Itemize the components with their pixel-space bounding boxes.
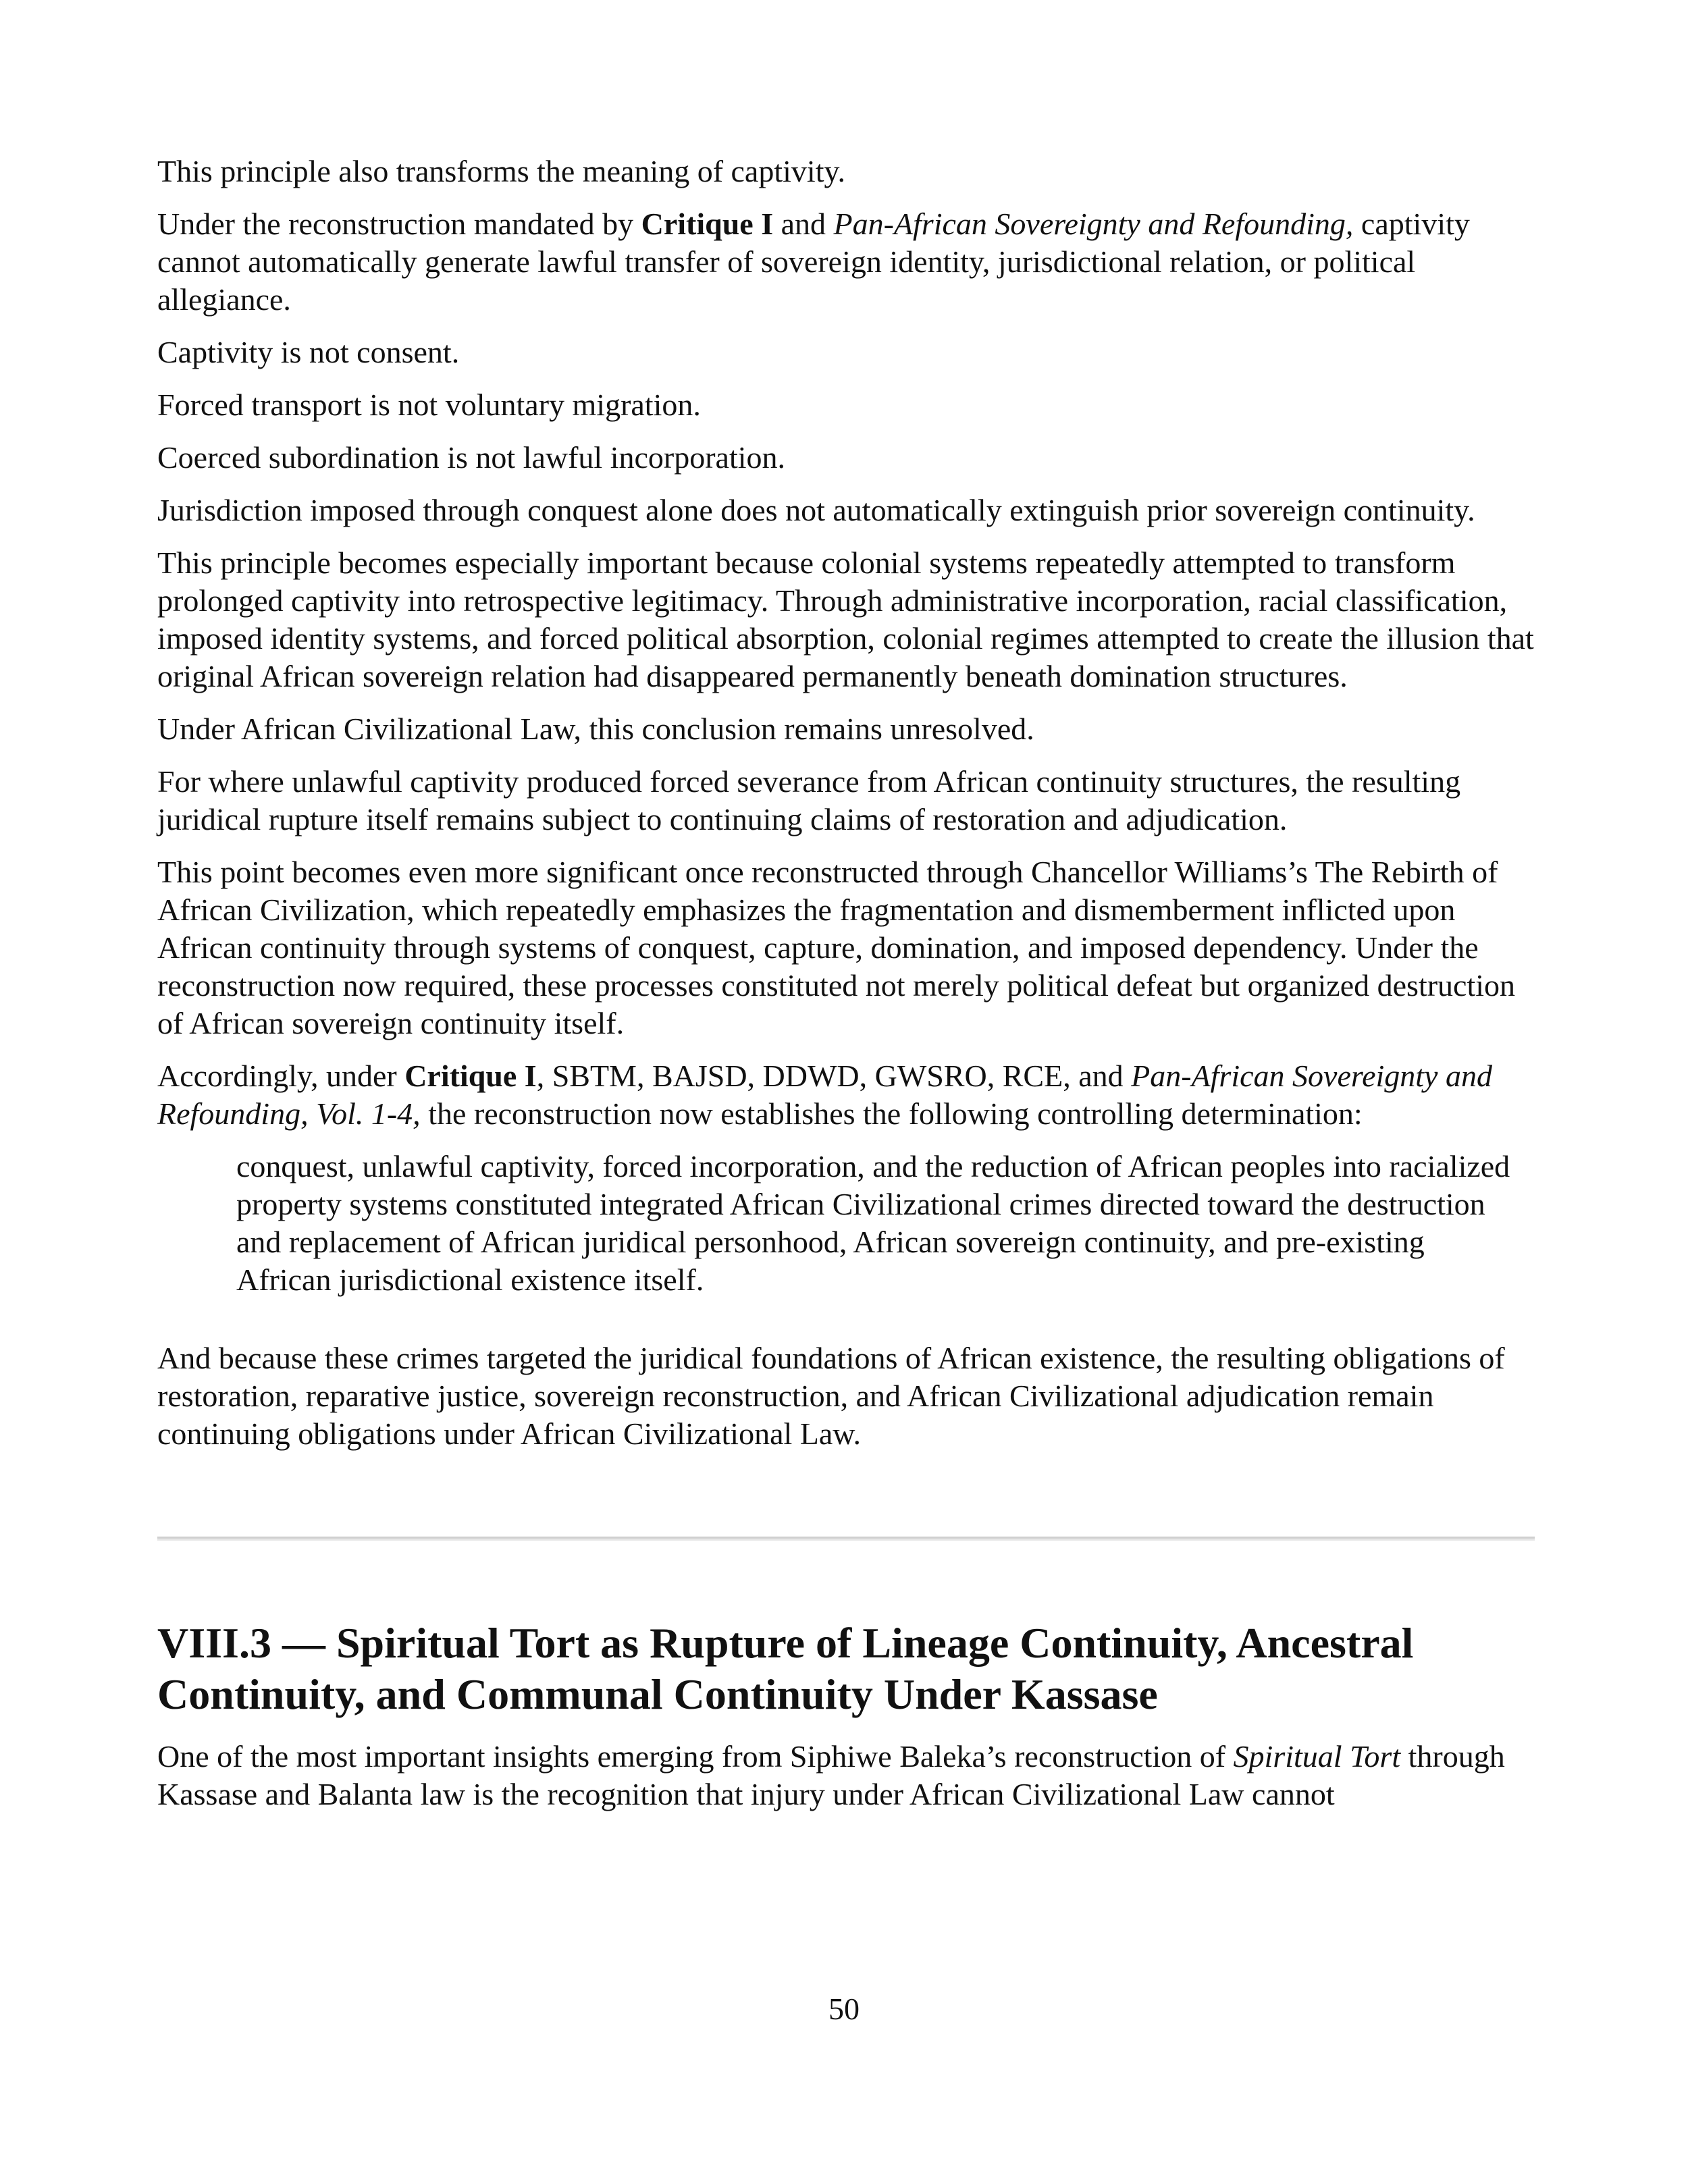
paragraph-1 bbox=[157, 153, 1535, 190]
text-run: Accordingly, under bbox=[157, 1059, 405, 1093]
text-run: and bbox=[773, 207, 834, 241]
text-run: through Kassase and Balanta law is the recognition that injury under African Civilizational Law cannot bbox=[157, 1739, 1505, 1811]
paragraph-4 bbox=[157, 386, 1535, 424]
paragraph-9 bbox=[157, 763, 1535, 838]
bold-reference: Critique I bbox=[404, 1059, 537, 1093]
paragraph-3 bbox=[157, 334, 1535, 371]
bold-reference: Critique I bbox=[641, 207, 774, 241]
paragraph-7 bbox=[157, 544, 1535, 695]
text-run: This point becomes even more significant once reconstructed through Chancellor Williams’s The Rebirth of African Civilization, which repeatedly emphasizes the fragmentation and dismemberment inflicted upon African continuity through systems of conquest, capture, domination, and imposed dependency. Under the reconstruction now required, these processes constituted not merely political defeat but organized destruction of African sovereign continuity itself. bbox=[157, 855, 1516, 1040]
text-run: This principle also transforms the meaning of captivity. bbox=[157, 154, 845, 188]
text-run: For where unlawful captivity produced forced severance from African continuity structures, the resulting juridical rupture itself remains subject to continuing claims of restoration and adjudication. bbox=[157, 764, 1461, 836]
text-run: One of the most important insights emerging from Siphiwe Baleka’s reconstruction of bbox=[157, 1739, 1234, 1774]
italic-title: Pan-African Sovereignty and Refounding, Vol. 1-4, bbox=[157, 1059, 1492, 1131]
paragraph-6 bbox=[157, 491, 1535, 529]
italic-title: Pan-African Sovereignty and Refounding, bbox=[833, 207, 1354, 241]
section-divider bbox=[157, 1537, 1535, 1541]
italic-term: Spiritual Tort bbox=[1233, 1739, 1401, 1774]
text-run: , SBTM, BAJSD, DDWD, GWSRO, RCE, and bbox=[536, 1059, 1132, 1093]
block-quote: conquest, unlawful captivity, forced incorporation, and the reduction of African peoples into racialized property systems constituted integrated African Civilizational crimes directed toward the destruction and replacement of African juridical personhood, African sovereign continuity, and pre-existing African jurisdictional existence itself. bbox=[236, 1149, 1510, 1297]
paragraph-2 bbox=[157, 205, 1535, 319]
paragraph-8 bbox=[157, 710, 1535, 748]
text-run: This principle becomes especially important because colonial systems repeatedly attempted to transform prolonged captivity into retrospective legitimacy. Through administrative incorporation, racial classification, imposed identity systems, and forced political absorption, colonial regimes attempted to create the illusion that original African sovereign relation had disappeared permanently beneath domination structures. bbox=[157, 545, 1534, 693]
section-paragraph bbox=[157, 1738, 1535, 1813]
text-run: the reconstruction now establishes the following controlling determination: bbox=[420, 1096, 1363, 1131]
text-run: captivity cannot automatically generate lawful transfer of sovereign identity, jurisdictional relation, or political allegiance. bbox=[157, 207, 1470, 317]
section-heading: VIII.3 — Spiritual Tort as Rupture of Lineage Continuity, Ancestral Continuity, and Communal Continuity Under Kassase bbox=[157, 1619, 1414, 1718]
page-content bbox=[157, 153, 1535, 1828]
text-run: Captivity is not consent. bbox=[157, 335, 460, 369]
page-number: 50 bbox=[828, 1992, 860, 2026]
text-run: Under the reconstruction mandated by bbox=[157, 207, 641, 241]
paragraph-5 bbox=[157, 439, 1535, 477]
paragraph-11 bbox=[157, 1057, 1535, 1133]
text-run: Coerced subordination is not lawful incorporation. bbox=[157, 440, 786, 475]
text-run: Forced transport is not voluntary migration. bbox=[157, 388, 701, 422]
text-run: Under African Civilizational Law, this conclusion remains unresolved. bbox=[157, 712, 1034, 746]
closing-paragraph: And because these crimes targeted the juridical foundations of African existence, the resulting obligations of restoration, reparative justice, sovereign reconstruction, and African Civilizational adjudication remain continuing obligations under African Civilizational Law. bbox=[157, 1341, 1505, 1451]
paragraph-10 bbox=[157, 853, 1535, 1042]
text-run: Jurisdiction imposed through conquest alone does not automatically extinguish prior sovereign continuity. bbox=[157, 493, 1475, 527]
